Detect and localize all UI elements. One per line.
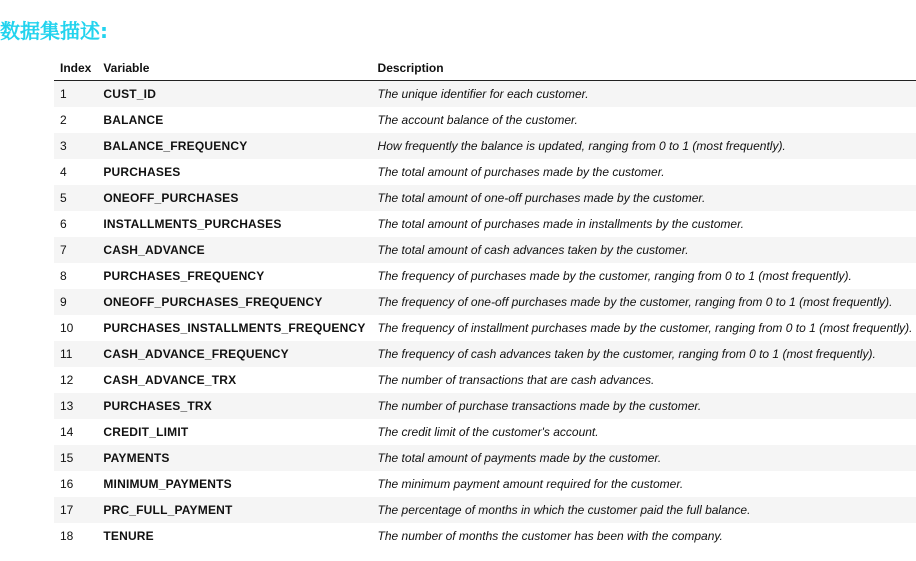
cell-description: The frequency of purchases made by the customer, ranging from 0 to 1 (most frequently). [372, 263, 916, 289]
table-row [54, 393, 916, 419]
dataset-description-table [54, 56, 916, 549]
cell-index: 15 [54, 445, 97, 471]
cell-index: 1 [54, 81, 97, 108]
cell-description: The total amount of payments made by the customer. [372, 445, 916, 471]
cell-index: 13 [54, 393, 97, 419]
table-row [54, 159, 916, 185]
table-row [54, 211, 916, 237]
cell-index: 17 [54, 497, 97, 523]
column-header-variable: Variable [97, 56, 371, 81]
cell-variable: TENURE [97, 523, 371, 549]
table-row [54, 471, 916, 497]
cell-index: 9 [54, 289, 97, 315]
cell-index: 11 [54, 341, 97, 367]
table-row [54, 341, 916, 367]
cell-description: The number of purchase transactions made by the customer. [372, 393, 916, 419]
table-row [54, 81, 916, 108]
page-title: 数据集描述: [0, 19, 108, 43]
cell-description: The percentage of months in which the customer paid the full balance. [372, 497, 916, 523]
column-header-index: Index [54, 56, 97, 81]
cell-index: 2 [54, 107, 97, 133]
table-row [54, 133, 916, 159]
cell-variable: PURCHASES_TRX [97, 393, 371, 419]
table-row [54, 419, 916, 445]
table-row [54, 445, 916, 471]
table-row [54, 107, 916, 133]
cell-variable: MINIMUM_PAYMENTS [97, 471, 371, 497]
cell-index: 5 [54, 185, 97, 211]
cell-description: The total amount of purchases made in installments by the customer. [372, 211, 916, 237]
cell-variable: CREDIT_LIMIT [97, 419, 371, 445]
cell-variable: CASH_ADVANCE_TRX [97, 367, 371, 393]
table-row [54, 263, 916, 289]
cell-index: 16 [54, 471, 97, 497]
table-row [54, 315, 916, 341]
cell-description: The unique identifier for each customer. [372, 81, 916, 108]
cell-variable: ONEOFF_PURCHASES [97, 185, 371, 211]
cell-description: The frequency of one-off purchases made by the customer, ranging from 0 to 1 (most frequently). [372, 289, 916, 315]
cell-variable: BALANCE [97, 107, 371, 133]
cell-index: 6 [54, 211, 97, 237]
cell-variable: BALANCE_FREQUENCY [97, 133, 371, 159]
cell-variable: INSTALLMENTS_PURCHASES [97, 211, 371, 237]
cell-variable: PAYMENTS [97, 445, 371, 471]
cell-variable: ONEOFF_PURCHASES_FREQUENCY [97, 289, 371, 315]
table-row [54, 367, 916, 393]
cell-description: The account balance of the customer. [372, 107, 916, 133]
cell-description: The number of months the customer has been with the company. [372, 523, 916, 549]
cell-index: 14 [54, 419, 97, 445]
cell-variable: CASH_ADVANCE_FREQUENCY [97, 341, 371, 367]
table-row [54, 523, 916, 549]
cell-index: 10 [54, 315, 97, 341]
cell-index: 4 [54, 159, 97, 185]
cell-index: 3 [54, 133, 97, 159]
cell-index: 8 [54, 263, 97, 289]
table-row [54, 185, 916, 211]
cell-description: How frequently the balance is updated, ranging from 0 to 1 (most frequently). [372, 133, 916, 159]
table-header-row [54, 56, 916, 81]
cell-description: The credit limit of the customer's account. [372, 419, 916, 445]
cell-description: The frequency of installment purchases made by the customer, ranging from 0 to 1 (most frequently). [372, 315, 916, 341]
cell-description: The minimum payment amount required for the customer. [372, 471, 916, 497]
cell-description: The total amount of one-off purchases made by the customer. [372, 185, 916, 211]
cell-description: The total amount of cash advances taken by the customer. [372, 237, 916, 263]
table-row [54, 497, 916, 523]
cell-variable: PURCHASES [97, 159, 371, 185]
table-row [54, 289, 916, 315]
cell-variable: PRC_FULL_PAYMENT [97, 497, 371, 523]
cell-description: The number of transactions that are cash advances. [372, 367, 916, 393]
cell-variable: PURCHASES_FREQUENCY [97, 263, 371, 289]
cell-description: The total amount of purchases made by the customer. [372, 159, 916, 185]
table-body [54, 81, 916, 550]
table-row [54, 237, 916, 263]
cell-index: 7 [54, 237, 97, 263]
cell-variable: CASH_ADVANCE [97, 237, 371, 263]
cell-variable: CUST_ID [97, 81, 371, 108]
column-header-description: Description [372, 56, 916, 81]
cell-variable: PURCHASES_INSTALLMENTS_FREQUENCY [97, 315, 371, 341]
cell-description: The frequency of cash advances taken by the customer, ranging from 0 to 1 (most frequently). [372, 341, 916, 367]
cell-index: 18 [54, 523, 97, 549]
cell-index: 12 [54, 367, 97, 393]
